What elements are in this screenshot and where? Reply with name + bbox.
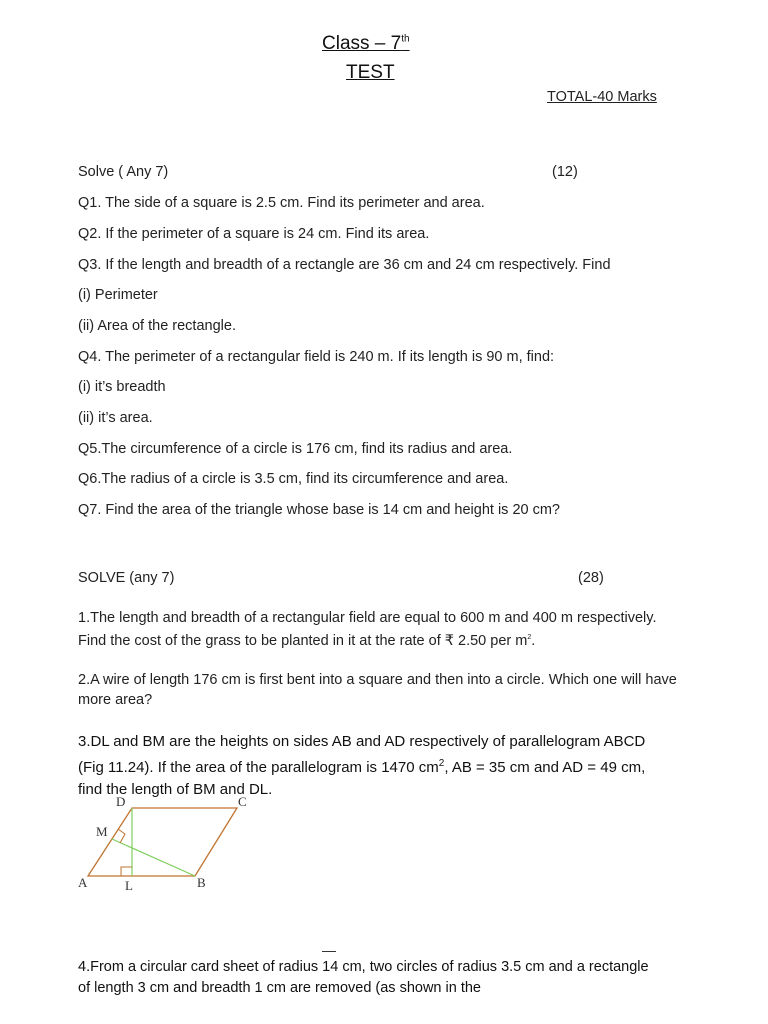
- label-a: A: [78, 875, 88, 890]
- overline-mark: [322, 951, 336, 952]
- test-title: TEST: [346, 62, 395, 83]
- label-d: D: [116, 794, 126, 809]
- period: .: [531, 632, 536, 649]
- right-angle-l: [121, 867, 132, 876]
- label-m: M: [96, 824, 108, 839]
- question-line: Q2. If the perimeter of a square is 24 cm. Find its area.: [78, 226, 430, 242]
- question-line: (ii) it’s area.: [78, 410, 153, 426]
- class-superscript: th: [401, 33, 410, 45]
- long-question-4: 4.From a circular card sheet of radius 14 cm, two circles of radius 3.5 cm and a rectangle of length 3 cm and breadth 1 cm are removed (as shown in the: [78, 959, 649, 996]
- long-question-3-text-b: , AB = 35 cm and AD = 49 cm, find the length of BM and DL.: [78, 759, 646, 798]
- label-l: L: [125, 878, 133, 893]
- question-line: Q7. Find the area of the triangle whose base is 14 cm and height is 20 cm?: [78, 502, 560, 518]
- section1-title: Solve ( Any 7): [78, 164, 169, 180]
- section2-title: SOLVE (any 7): [78, 570, 175, 586]
- question-line: Q5.The circumference of a circle is 176 cm, find its radius and area.: [78, 441, 513, 457]
- question-line: Q1. The side of a square is 2.5 cm. Find its perimeter and area.: [78, 195, 485, 211]
- class-title: [322, 33, 410, 55]
- long-question-1-text: 1.The length and breadth of a rectangular field are equal to 600 m and 400 m respectively. Find the cost of the grass to be planted in it at the rate of ₹ 2.50 per m: [78, 610, 657, 649]
- question-line: Q6.The radius of a circle is 3.5 cm, find its circumference and area.: [78, 471, 509, 487]
- height-bm: [112, 839, 195, 876]
- parallelogram-figure: [70, 790, 260, 900]
- class-label: Class – 7: [322, 33, 402, 54]
- label-b: B: [197, 875, 206, 890]
- question-line: (i) it’s breadth: [78, 379, 166, 395]
- squared-unit: 2: [438, 758, 445, 769]
- right-angle-m: [118, 829, 125, 843]
- label-c: C: [238, 794, 247, 809]
- question-line: Q4. The perimeter of a rectangular field is 240 m. If its length is 90 m, find:: [78, 349, 555, 365]
- squared-unit: 2: [527, 634, 532, 641]
- question-line: (ii) Area of the rectangle.: [78, 318, 236, 334]
- long-question-3-text-a: 3.DL and BM are the heights on sides AB and AD respectively of parallelogram ABCD (Fig 11.24). If the area of the parallelogram is 1470 cm: [78, 733, 646, 776]
- section1-marks: (12): [552, 164, 578, 180]
- long-question-1: [78, 608, 678, 651]
- section2-marks: (28): [578, 570, 604, 586]
- total-marks: TOTAL-40 Marks: [547, 89, 657, 105]
- parallelogram-abcd: [88, 808, 237, 876]
- question-line: (i) Perimeter: [78, 287, 158, 303]
- question-line: Q3. If the length and breadth of a rectangle are 36 cm and 24 cm respectively. Find: [78, 257, 611, 273]
- long-question-2: 2.A wire of length 176 cm is first bent into a square and then into a circle. Which one will have more area?: [78, 672, 677, 708]
